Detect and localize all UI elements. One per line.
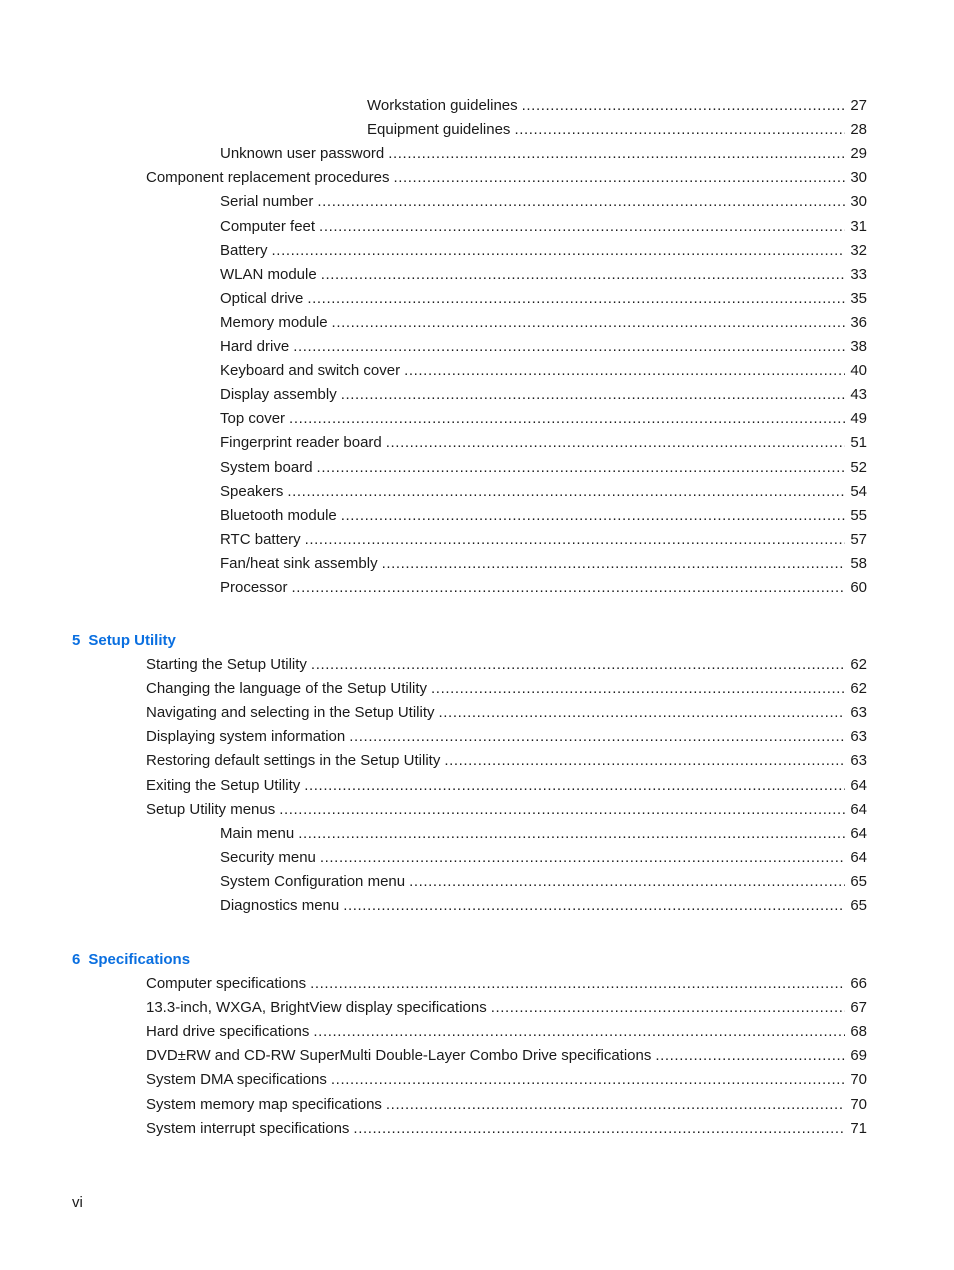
dot-leader [431, 677, 845, 701]
toc-entry-title: Security menu [220, 848, 316, 866]
toc-entry-title: Battery [220, 241, 268, 259]
toc-entry-page-number: 64 [850, 824, 867, 842]
toc-entry-title: Fingerprint reader board [220, 434, 382, 452]
toc-entry[interactable] [146, 166, 867, 190]
toc-entry-page-number: 55 [850, 506, 867, 524]
toc-entry[interactable] [367, 94, 867, 118]
toc-entry-page-number: 43 [850, 386, 867, 404]
toc-entry[interactable] [220, 528, 867, 552]
toc-entry-title: System interrupt specifications [146, 1119, 350, 1137]
toc-entry-page-number: 33 [850, 265, 867, 283]
chapter-6-heading[interactable] [72, 948, 190, 972]
toc-entry-title: RTC battery [220, 530, 301, 548]
toc-entry-title: Workstation guidelines [367, 97, 518, 114]
toc-entry-page-number: 68 [850, 1023, 867, 1041]
toc-entry-page-number: 62 [850, 680, 867, 698]
toc-entry-page-number: 40 [850, 362, 867, 380]
toc-entry-title: Display assembly [220, 386, 337, 404]
dot-leader [319, 215, 845, 239]
toc-entry-title: Fan/heat sink assembly [220, 554, 378, 572]
toc-entry-page-number: 67 [850, 999, 867, 1017]
toc-entry-page-number: 63 [850, 752, 867, 770]
toc-entry[interactable] [146, 1117, 867, 1141]
toc-entry[interactable] [146, 653, 867, 677]
toc-entry-title: Exiting the Setup Utility [146, 776, 301, 794]
toc-entry[interactable] [146, 996, 867, 1020]
toc-entry-title: Unknown user password [220, 145, 385, 163]
toc-entry-page-number: 49 [850, 410, 867, 428]
toc-entry-title: Memory module [220, 313, 328, 331]
page-number-footer: vi [72, 1194, 83, 1211]
toc-entry[interactable] [220, 504, 867, 528]
dot-leader [317, 456, 845, 480]
chapter-number: 6 [72, 951, 81, 968]
toc-entry[interactable] [220, 239, 867, 263]
toc-entry[interactable] [220, 870, 867, 894]
toc-entry-page-number: 51 [850, 434, 867, 452]
toc-entry-page-number: 31 [850, 217, 867, 235]
toc-entry-title: Processor [220, 579, 288, 596]
toc-entry-page-number: 38 [850, 338, 867, 355]
toc-entry-title: 13.3-inch, WXGA, BrightView display specifications [146, 999, 487, 1017]
dot-leader [298, 822, 845, 846]
toc-entry[interactable] [220, 190, 867, 214]
dot-leader [313, 1020, 845, 1044]
toc-entry-page-number: 30 [850, 193, 867, 211]
toc-entry-page-number: 60 [850, 579, 867, 596]
toc-entry[interactable] [220, 383, 867, 407]
dot-leader [343, 894, 845, 918]
toc-entry-page-number: 32 [850, 241, 867, 259]
toc-entry-title: System Configuration menu [220, 872, 406, 890]
toc-entry-page-number: 30 [850, 169, 867, 187]
chapter-title: Setup Utility [88, 632, 176, 649]
toc-entry[interactable] [146, 701, 867, 725]
toc-entry[interactable] [220, 431, 867, 455]
dot-leader [386, 431, 845, 455]
toc-entry[interactable] [220, 822, 867, 846]
dot-leader [292, 576, 845, 600]
dot-leader [491, 996, 845, 1020]
toc-entry[interactable] [220, 359, 867, 383]
dot-leader [522, 94, 845, 118]
toc-entry-page-number: 29 [850, 145, 867, 163]
toc-entry[interactable] [146, 774, 867, 798]
toc-entry[interactable] [220, 287, 867, 311]
toc-entry-page-number: 71 [850, 1119, 867, 1137]
toc-entry-title: Optical drive [220, 289, 304, 307]
toc-entry-page-number: 36 [850, 313, 867, 331]
toc-entry-page-number: 64 [850, 848, 867, 866]
dot-leader [388, 142, 845, 166]
toc-entry-title: Serial number [220, 193, 314, 211]
dot-leader [304, 774, 845, 798]
dot-leader [386, 1093, 845, 1117]
toc-entry[interactable] [146, 749, 867, 773]
toc-entry-title: Keyboard and switch cover [220, 362, 401, 380]
chapter-5-heading[interactable] [72, 629, 176, 653]
dot-leader [332, 311, 845, 335]
toc-entry-title: Speakers [220, 482, 284, 500]
toc-entry-title: Navigating and selecting in the Setup Utility [146, 704, 435, 722]
toc-entry-page-number: 64 [850, 776, 867, 794]
toc-entry-title: System DMA specifications [146, 1071, 327, 1089]
toc-entry-page-number: 28 [850, 121, 867, 139]
toc-entry[interactable] [146, 725, 867, 749]
toc-entry-page-number: 70 [850, 1071, 867, 1089]
dot-leader [287, 480, 845, 504]
toc-entry-title: Displaying system information [146, 728, 346, 746]
toc-entry[interactable] [220, 407, 867, 431]
toc-entry-title: Component replacement procedures [146, 169, 390, 187]
dot-leader [272, 239, 845, 263]
toc-entry-page-number: 69 [850, 1047, 867, 1065]
toc-entry[interactable] [146, 677, 867, 701]
toc-entry[interactable] [220, 142, 867, 166]
dot-leader [331, 1068, 845, 1092]
toc-entry-page-number: 52 [850, 458, 867, 476]
dot-leader [404, 359, 845, 383]
toc-entry-title: Restoring default settings in the Setup Utility [146, 752, 441, 770]
toc-entry-page-number: 58 [850, 554, 867, 572]
toc-entry[interactable] [220, 456, 867, 480]
toc-entry[interactable] [146, 1044, 867, 1068]
toc-entry[interactable] [220, 552, 867, 576]
toc-entry-title: Computer specifications [146, 975, 307, 992]
toc-entry[interactable] [146, 1068, 867, 1092]
toc-entry-title: System board [220, 458, 313, 476]
dot-leader [353, 1117, 845, 1141]
toc-entry[interactable] [146, 1093, 867, 1117]
toc-entry-page-number: 64 [850, 800, 867, 818]
toc-entry-title: Computer feet [220, 217, 316, 235]
dot-leader [320, 846, 845, 870]
toc-entry-title: Bluetooth module [220, 506, 337, 524]
toc-entry[interactable] [146, 1020, 867, 1044]
chapter-number: 5 [72, 632, 81, 649]
toc-entry-page-number: 65 [850, 897, 867, 914]
dot-leader [349, 725, 845, 749]
dot-leader [382, 552, 845, 576]
toc-entry-title: Hard drive [220, 338, 290, 355]
toc-entry-page-number: 62 [850, 656, 867, 673]
toc-entry-title: DVD±RW and CD-RW SuperMulti Double-Layer Combo Drive specifications [146, 1047, 652, 1065]
dot-leader [305, 528, 845, 552]
dot-leader [289, 407, 845, 431]
toc-entry[interactable] [220, 846, 867, 870]
dot-leader [341, 383, 845, 407]
dot-leader [341, 504, 845, 528]
toc-entry-page-number: 27 [850, 97, 867, 114]
toc-entry-page-number: 54 [850, 482, 867, 500]
toc-entry[interactable] [220, 335, 867, 359]
dot-leader [655, 1044, 845, 1068]
toc-entry[interactable] [146, 798, 867, 822]
toc-entry-page-number: 35 [850, 289, 867, 307]
toc-entry[interactable] [220, 215, 867, 239]
toc-entry-page-number: 63 [850, 728, 867, 746]
toc-entry-title: WLAN module [220, 265, 317, 283]
toc-entry-page-number: 63 [850, 704, 867, 722]
toc-entry[interactable] [220, 576, 867, 600]
toc-entry-title: Top cover [220, 410, 286, 428]
dot-leader [444, 749, 845, 773]
dot-leader [279, 798, 845, 822]
toc-entry[interactable] [146, 972, 867, 996]
toc-entry[interactable] [367, 118, 867, 142]
toc-entry-page-number: 57 [850, 530, 867, 548]
toc-entry-page-number: 66 [850, 975, 867, 992]
dot-leader [311, 653, 845, 677]
toc-entry[interactable] [220, 894, 867, 918]
dot-leader [310, 972, 845, 996]
dot-leader [293, 335, 845, 359]
toc-entry[interactable] [220, 480, 867, 504]
dot-leader [317, 190, 845, 214]
toc-entry-title: Starting the Setup Utility [146, 656, 307, 673]
toc-entry-title: Diagnostics menu [220, 897, 340, 914]
toc-entry[interactable] [220, 311, 867, 335]
toc-entry-page-number: 65 [850, 872, 867, 890]
toc-entry-title: Equipment guidelines [367, 121, 511, 139]
dot-leader [307, 287, 845, 311]
chapter-title: Specifications [88, 951, 191, 968]
dot-leader [321, 263, 845, 287]
toc-entry-page-number: 70 [850, 1095, 867, 1113]
toc-entry-title: Hard drive specifications [146, 1023, 310, 1041]
toc-entry[interactable] [220, 263, 867, 287]
dot-leader [409, 870, 845, 894]
toc-entry-title: Setup Utility menus [146, 800, 276, 818]
dot-leader [393, 166, 845, 190]
toc-entry-title: Main menu [220, 824, 295, 842]
toc-entry-title: Changing the language of the Setup Utility [146, 680, 428, 698]
toc-entry-title: System memory map specifications [146, 1095, 382, 1113]
dot-leader [514, 118, 845, 142]
dot-leader [439, 701, 845, 725]
